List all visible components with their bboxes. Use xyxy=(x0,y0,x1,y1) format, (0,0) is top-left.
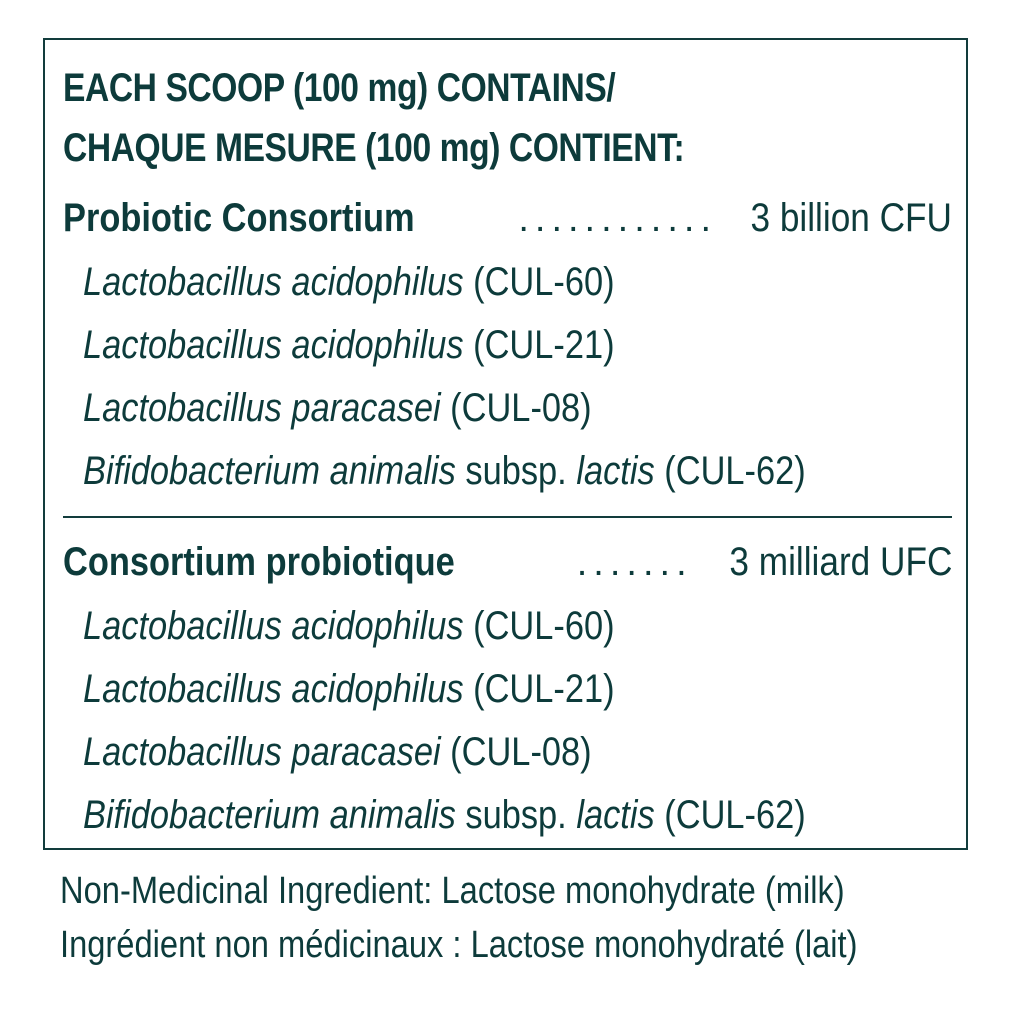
dot-leader: ....... xyxy=(576,542,693,584)
strain-line xyxy=(83,323,615,368)
strain-subsp-label: subsp. xyxy=(465,449,567,493)
supplement-facts-panel xyxy=(43,38,968,850)
non-medicinal-ingredient-french: Ingrédient non médicinaux : Lactose monohydraté (lait) xyxy=(60,924,858,966)
strain-code: (CUL-62) xyxy=(664,449,806,493)
section-name: Consortium probiotique xyxy=(63,540,455,584)
strain-line xyxy=(83,260,615,305)
section-amount: 3 milliard UFC xyxy=(729,540,952,584)
strain-species: Lactobacillus paracasei xyxy=(83,730,441,774)
strain-subsp: lactis xyxy=(576,793,655,837)
strain-code: (CUL-60) xyxy=(473,260,615,304)
strain-line xyxy=(83,793,806,838)
strain-code: (CUL-08) xyxy=(450,730,592,774)
section-amount: 3 billion CFU xyxy=(750,196,952,240)
section-row-english xyxy=(63,196,952,246)
strain-species: Bifidobacterium animalis xyxy=(83,793,456,837)
strain-code: (CUL-08) xyxy=(450,386,592,430)
strain-species: Lactobacillus acidophilus xyxy=(83,667,464,711)
header-line-french: CHAQUE MESURE (100 mg) CONTIENT: xyxy=(63,126,685,170)
header-line-english: EACH SCOOP (100 mg) CONTAINS/ xyxy=(63,66,616,110)
strain-code: (CUL-21) xyxy=(473,667,615,711)
strain-line xyxy=(83,449,806,494)
strain-species: Lactobacillus acidophilus xyxy=(83,260,464,304)
section-row-french xyxy=(63,540,952,590)
strain-species: Lactobacillus acidophilus xyxy=(83,323,464,367)
strain-species: Lactobacillus paracasei xyxy=(83,386,441,430)
strain-line xyxy=(83,730,592,775)
section-divider xyxy=(63,516,952,518)
strain-line xyxy=(83,604,615,649)
strain-subsp: lactis xyxy=(576,449,655,493)
strain-line xyxy=(83,667,615,712)
strain-species: Bifidobacterium animalis xyxy=(83,449,456,493)
strain-line xyxy=(83,386,592,431)
dot-leader: ............ xyxy=(518,198,718,240)
section-name: Probiotic Consortium xyxy=(63,196,415,240)
strain-code: (CUL-62) xyxy=(664,793,806,837)
strain-subsp-label: subsp. xyxy=(465,793,567,837)
strain-species: Lactobacillus acidophilus xyxy=(83,604,464,648)
non-medicinal-ingredient-english: Non-Medicinal Ingredient: Lactose monohydrate (milk) xyxy=(60,870,845,912)
strain-code: (CUL-21) xyxy=(473,323,615,367)
strain-code: (CUL-60) xyxy=(473,604,615,648)
